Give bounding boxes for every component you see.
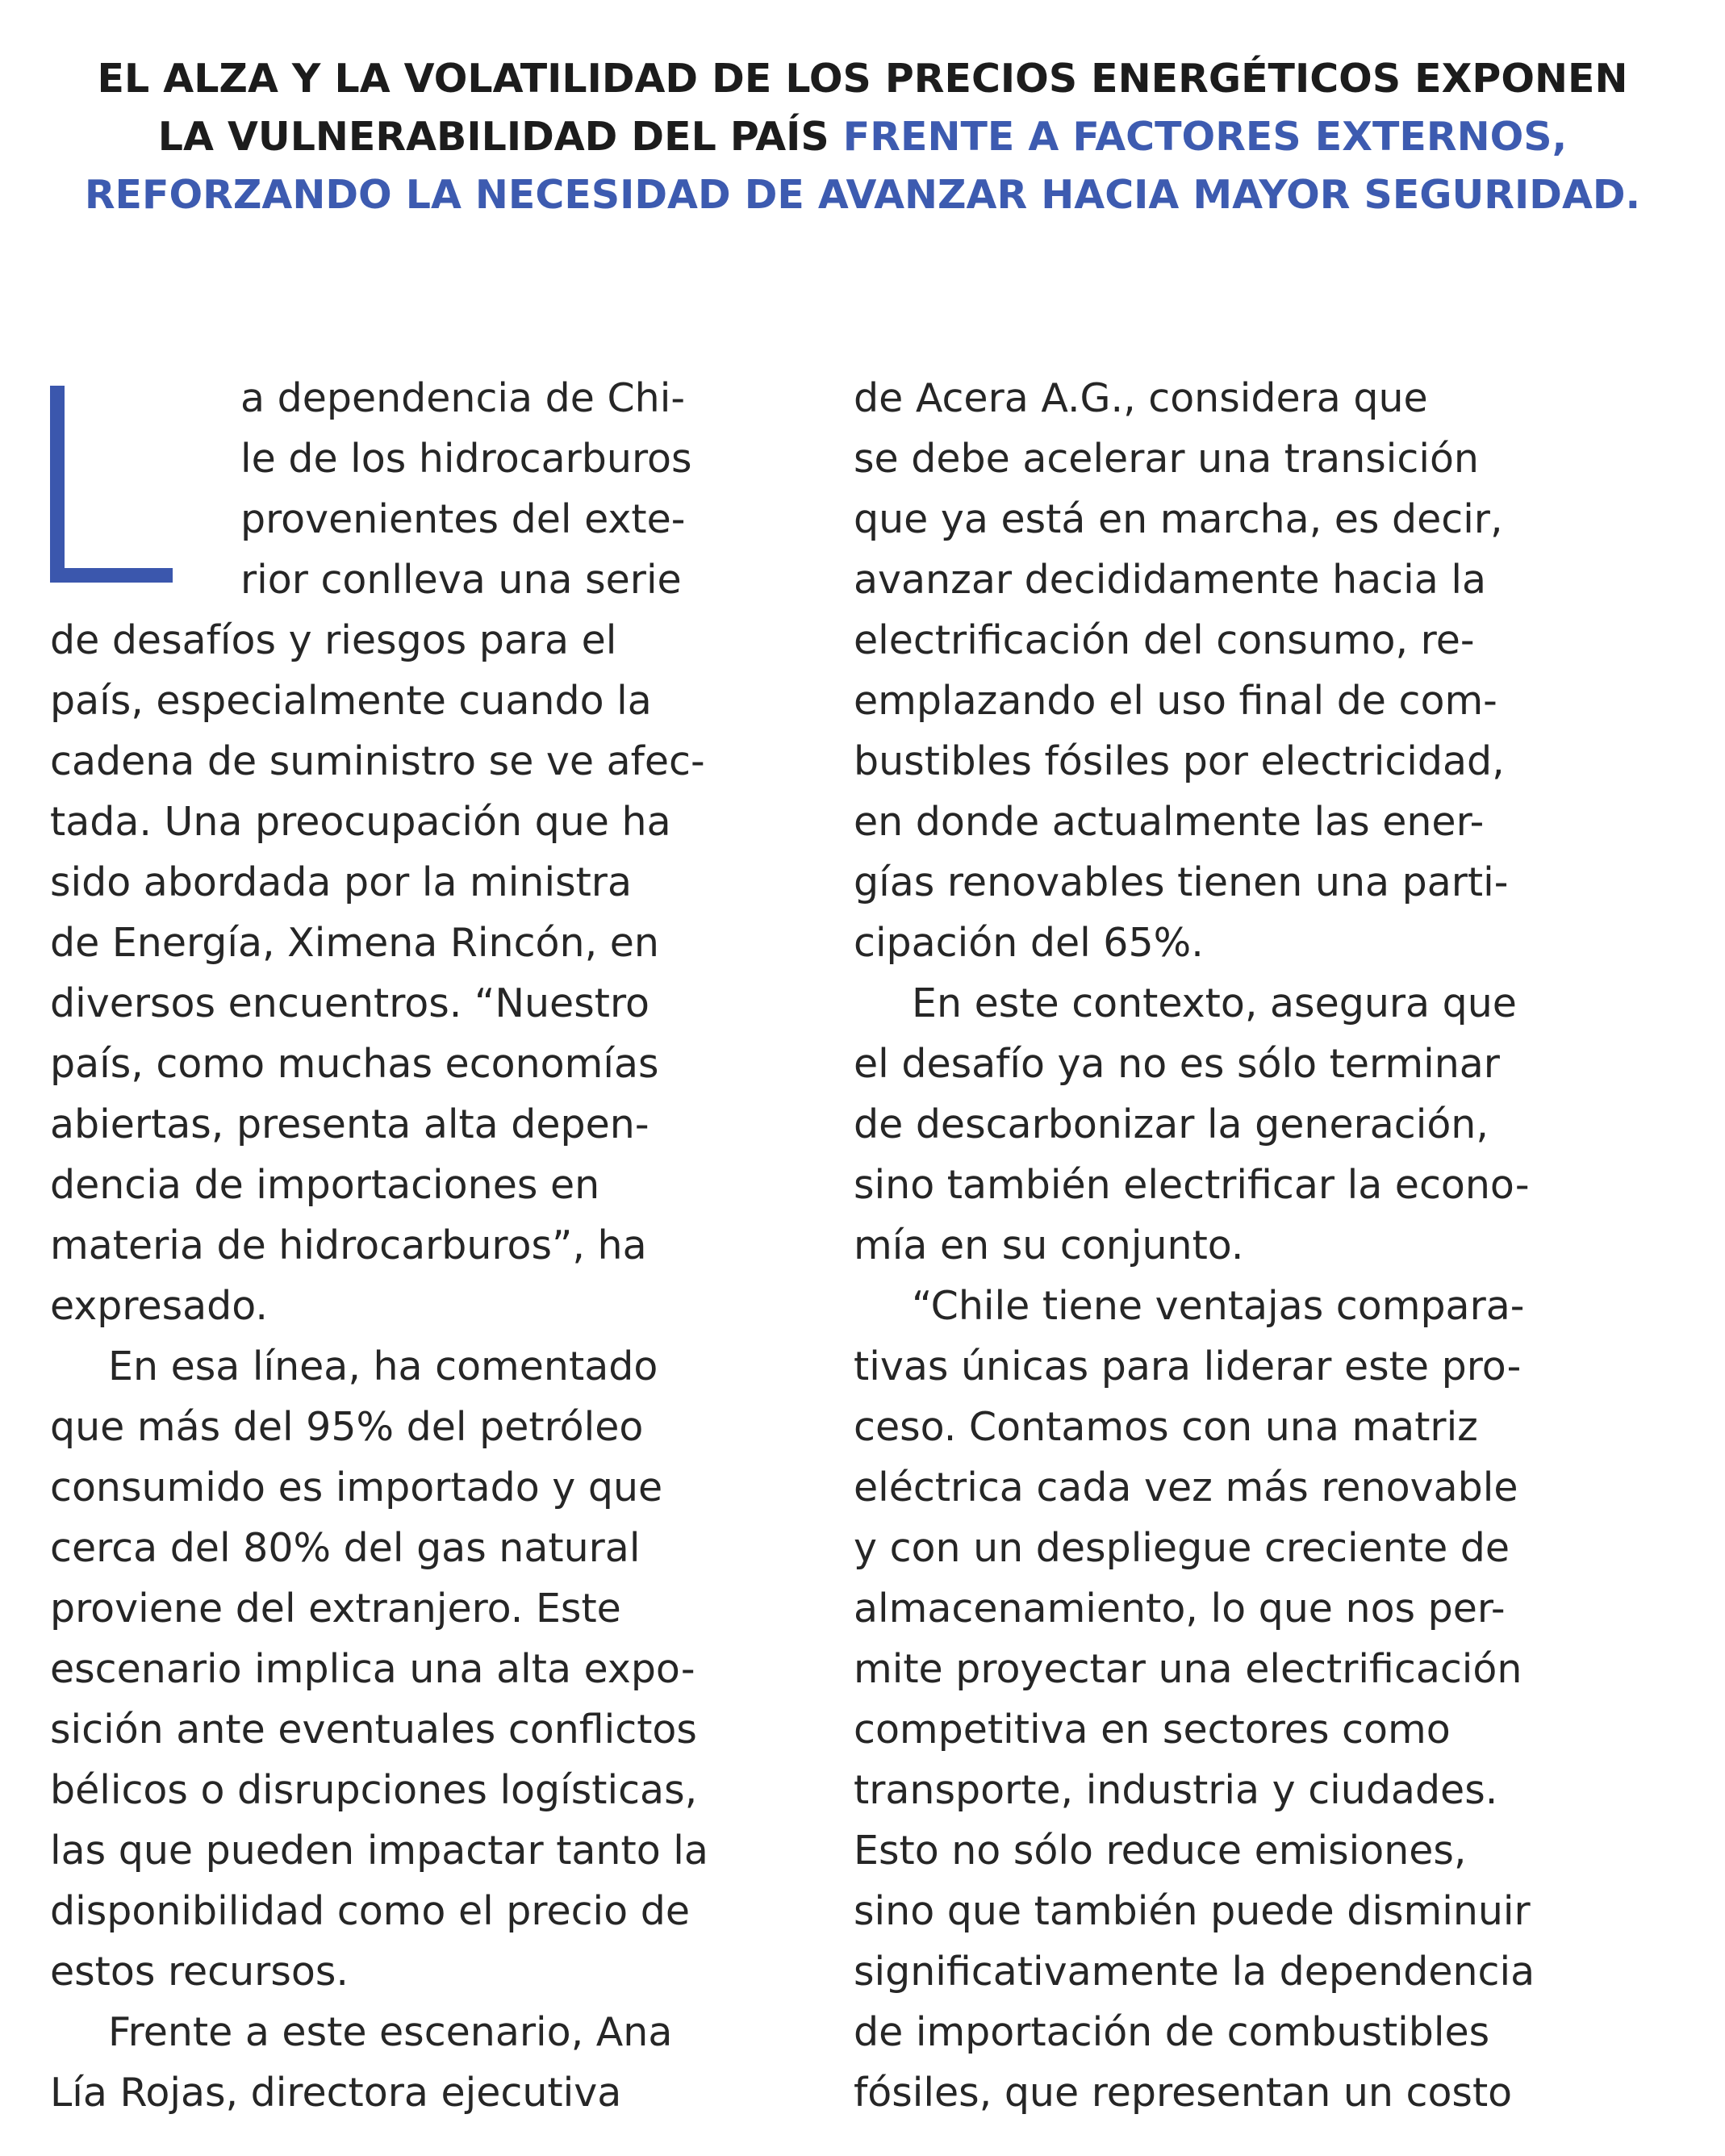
text-line: sido abordada por la ministra [50, 859, 632, 905]
text-line: mite proyectar una electrificación [854, 1646, 1522, 1692]
text-line: de Acera A.G., considera que [854, 375, 1428, 421]
text-line: gías renovables tienen una parti- [854, 859, 1509, 905]
text-line: estos recursos. [50, 1949, 349, 1995]
text-line: fósiles, que representan un costo [854, 2070, 1513, 2116]
text-line: cerca del 80% del gas natural [50, 1525, 641, 1571]
headline-text-dark: LA VULNERABILIDAD DEL PAÍS [157, 114, 843, 160]
text-line: Esto no sólo reduce emisiones, [854, 1828, 1467, 1874]
text-line: tada. Una preocupación que ha [50, 799, 671, 845]
text-line: diversos encuentros. “Nuestro [50, 980, 649, 1026]
text-line: las que pueden impactar tanto la [50, 1828, 708, 1874]
text-line: sino que también puede disminuir [854, 1888, 1531, 1934]
text-line: le de los hidrocarburos [240, 436, 692, 482]
text-line: bélicos o disrupciones logísticas, [50, 1767, 698, 1813]
headline [0, 50, 1725, 224]
text-line: que más del 95% del petróleo [50, 1404, 644, 1450]
text-line: materia de hidrocarburos”, ha [50, 1222, 647, 1268]
text-line: almacenamiento, lo que nos per- [854, 1586, 1506, 1632]
text-line: de Energía, Ximena Rincón, en [50, 920, 659, 966]
text-line: país, especialmente cuando la [50, 678, 652, 724]
text-line: disponibilidad como el precio de [50, 1888, 690, 1934]
text-line: el desafío ya no es sólo terminar [854, 1041, 1500, 1087]
article-column-right [854, 368, 1669, 2123]
headline-line [0, 108, 1725, 166]
text-line: a dependencia de Chi- [240, 375, 686, 421]
text-line: expresado. [50, 1283, 268, 1329]
headline-text-dark: EL ALZA Y LA VOLATILIDAD DE LOS PRECIOS ENERGÉTICOS EXPONEN [97, 56, 1628, 102]
text-line: En este contexto, asegura que [912, 980, 1517, 1026]
article-column-left [50, 368, 800, 2123]
text-line: y con un despliegue creciente de [854, 1525, 1510, 1571]
text-line: de desafíos y riesgos para el [50, 617, 617, 663]
text-line: en donde actualmente las ener- [854, 799, 1485, 845]
text-line: emplazando el uso final de com- [854, 678, 1497, 724]
headline-text-blue: REFORZANDO LA NECESIDAD DE AVANZAR HACIA MAYOR SEGURIDAD. [84, 172, 1641, 218]
text-line: “Chile tiene ventajas compara- [912, 1283, 1525, 1329]
headline-text-blue: FRENTE A FACTORES EXTERNOS, [842, 114, 1568, 160]
text-line: de descarbonizar la generación, [854, 1101, 1489, 1147]
text-line: provenientes del exte- [240, 496, 686, 542]
text-line: sino también electrificar la econo- [854, 1162, 1530, 1208]
headline-line [0, 50, 1725, 108]
text-line: dencia de importaciones en [50, 1162, 600, 1208]
text-line: escenario implica una alta expo- [50, 1646, 695, 1692]
text-line: En esa línea, ha comentado [108, 1343, 658, 1389]
text-line: sición ante eventuales conflictos [50, 1707, 697, 1753]
text-line: transporte, industria y ciudades. [854, 1767, 1498, 1813]
text-line: avanzar decididamente hacia la [854, 557, 1486, 603]
text-line: bustibles fósiles por electricidad, [854, 738, 1505, 784]
headline-line [0, 166, 1725, 224]
text-line: proviene del extranjero. Este [50, 1586, 621, 1632]
text-line: de importación de combustibles [854, 2009, 1490, 2055]
text-line: que ya está en marcha, es decir, [854, 496, 1503, 542]
text-line: se debe acelerar una transición [854, 436, 1479, 482]
text-line: abiertas, presenta alta depen- [50, 1101, 649, 1147]
text-line: eléctrica cada vez más renovable [854, 1464, 1518, 1510]
text-line: rior conlleva una serie [240, 557, 682, 603]
text-line: Lía Rojas, directora ejecutiva [50, 2070, 622, 2116]
text-line: país, como muchas economías [50, 1041, 659, 1087]
text-line: competitiva en sectores como [854, 1707, 1451, 1753]
text-line: ceso. Contamos con una matriz [854, 1404, 1478, 1450]
text-line: tivas únicas para liderar este pro- [854, 1343, 1522, 1389]
text-line: cadena de suministro se ve afec- [50, 738, 705, 784]
text-line: consumido es importado y que [50, 1464, 663, 1510]
text-line: Frente a este escenario, Ana [108, 2009, 673, 2055]
text-line: mía en su conjunto. [854, 1222, 1244, 1268]
text-line: significativamente la dependencia [854, 1949, 1535, 1995]
text-line: cipación del 65%. [854, 920, 1204, 966]
text-line: electrificación del consumo, re- [854, 617, 1475, 663]
